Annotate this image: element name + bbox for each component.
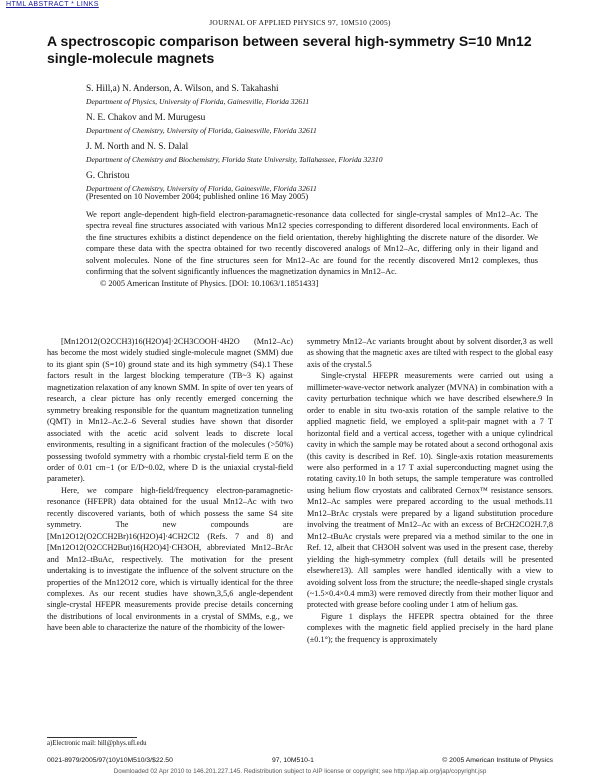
paragraph-comparison: Here, we compare high-field/frequency electron-paramagnetic-resonance (HFEPR) data obtained for the usual Mn12–Ac with two recently discovered variants, both of which possess the same S4 site symmetry. The new compounds are [Mn12O12(O2CCH2Br)16(H2O)4]·4CH2Cl2 (Refs. 7 and 8) and [Mn12O12(O2CCH2But)16(H2O)4]·CH3OH, abbreviated Mn12–BrAc and Mn12–tBuAc, respectively. The motivation for the present undertaking is to investigate the influence of the solvent structure on the properties of the Mn12O12 core, which is virtually identical for the three complexes. As our recent studies have shown,3,5,6 angle-dependent single-crystal HFEPR measurements provide precise details concerning the distributions of local environments in a crystal of SMMs, e.g., we have been able to characterize the nature of the rhombicity of the lower-: [47, 485, 293, 633]
body-column-right: [307, 336, 553, 645]
authors-line-3: J. M. North and N. S. Dalal: [86, 142, 189, 152]
affiliation-3: Department of Chemistry and Biochemistry, Florida State University, Tallahassee, Florida 32310: [86, 155, 383, 164]
footer-copyright: © 2005 American Institute of Physics: [442, 757, 553, 764]
download-notice: Downloaded 02 Apr 2010 to 146.201.227.145. Redistribution subject to AIP license or copyright; see http://jap.aip.org/jap/copyright.jsp: [113, 768, 487, 775]
html-abstract-links[interactable]: HTML ABSTRACT * LINKS: [6, 1, 99, 8]
footer-issn: 0021-8979/2005/97(10)/10M510/3/$22.50: [47, 757, 173, 764]
author-group-4: [86, 171, 556, 194]
author-group-3: [86, 142, 556, 165]
authors-line-4: G. Christou: [86, 171, 130, 181]
abstract: [86, 209, 538, 289]
paragraph-methods: Single-crystal HFEPR measurements were carried out using a millimeter-wave-vector network analyzer (MVNA) in combination with a cavity perturbation technique which we have described elsewhere.9 In order to enable in situ two-axis rotation of the sample relative to the applied magnetic field, we employed a split-pair magnet with a 7 T horizontal field and a vertical access, together with a unique cylindrical cavity in which the sample may be rotated about a second orthogonal axis (this cavity is described in Ref. 10). Single-axis rotation measurements were also performed in a 17 T axial superconducting magnet using the rotating cavity.10 In both setups, the sample temperature was controlled using helium flow cryostats and calibrated Cernox™ resistance sensors. Mn12–Ac samples were prepared according to the usual methods.11 Mn12–BrAc crystals were prepared by a ligand substitution procedure involving the treatment of Mn12–Ac with an excess of BrCH2CO2H.7,8 Mn12–tBuAc crystals were prepared via a method similar to the one in Ref. 12, albeit that CH3OH solvent was used in the present case, thereby yielding the high-symmetry complex (full details will be presented elsewhere13). All samples were handled identically with a view to avoiding solvent loss from the structure; the needle-shaped single crystals (~1.5×0.4×0.4 mm3) were removed directly from their mother liquor and protected with grease before cooling under 1 atm of helium gas.: [307, 371, 553, 610]
authors-line-2: N. E. Chakov and M. Murugesu: [86, 113, 206, 123]
footnote-rule: [47, 737, 137, 738]
authors-line-1: S. Hill,a) N. Anderson, A. Wilson, and S. Takahashi: [86, 84, 279, 94]
footnote-email: a)Electronic mail: hill@phys.ufl.edu: [47, 740, 147, 747]
author-block: [86, 84, 556, 200]
paragraph-continued: symmetry Mn12–Ac variants brought about by solvent disorder,3 as well as showing that the magnetic axes are tilted with respect to the global easy axis of the crystal.5: [307, 337, 553, 369]
paragraph-intro: [Mn12O12(O2CCH3)16(H2O)4]·2CH3COOH·4H2O (Mn12–Ac) has become the most widely studied single-molecule magnet (SMM) due to its giant spin (S=10) ground state and its high symmetry (S4).1 These factors result in the largest blocking temperature (TB~3 K) against magnetization relaxation of any known SMM. In spite of over ten years of research, a clear picture has only recently emerged concerning the symmetry breaking responsible for the quantum magnetization tunneling (QMT) in Mn12–Ac.2–6 Several studies have shown that disorder associated with the acetic acid solvent leads to discrete local environments, resulting in a significant fraction of the molecules (>50%) possessing twofold symmetry with a rhombic crystal-field term E on the order of 0.01 cm−1 (or E/D~0.02, where D is the uniaxial crystal-field parameter).: [47, 337, 293, 484]
footer-page-number: 97, 10M510-1: [272, 757, 314, 764]
article-title: A spectroscopic comparison between several high-symmetry S=10 Mn12 single-molecule magnets: [47, 33, 532, 66]
author-group-2: [86, 113, 556, 136]
abstract-text: We report angle-dependent high-field electron-paramagnetic-resonance data collected for single-crystal samples of Mn12–Ac. The spectra reveal fine structures associated with various Mn12 species corresponding to different disordered local environments. Each of the fine structures exhibits a distinct dependence on the field orientation, thereby highlighting the discrete nature of the disorder. We compare these data with the spectra obtained for two recently discovered analogs of Mn12–Ac, differing only in their ligand and solvent molecules. None of the fine structures seen for Mn12–Ac are found for the recently discovered Mn12 complexes, thus confirming that the solvent significantly influences the magnetization dynamics in Mn12–Ac.: [86, 210, 538, 277]
affiliation-4: Department of Chemistry, University of Florida, Gainesville, Florida 32611: [86, 184, 317, 193]
affiliation-2: Department of Chemistry, University of Florida, Gainesville, Florida 32611: [86, 126, 317, 135]
received-dates: (Presented on 10 November 2004; published online 16 May 2005): [86, 192, 309, 201]
running-head: JOURNAL OF APPLIED PHYSICS 97, 10M510 (2005): [209, 18, 391, 27]
body-column-left: [47, 336, 293, 634]
paragraph-figure1: Figure 1 displays the HFEPR spectra obtained for the three complexes with the magnetic field applied precisely in the hard plane (±0.1°); the frequency is approximately: [307, 611, 553, 644]
copyright-doi: © 2005 American Institute of Physics. [DOI: 10.1063/1.1851433]: [100, 278, 319, 288]
author-group-1: [86, 84, 556, 107]
affiliation-1: Department of Physics, University of Florida, Gainesville, Florida 32611: [86, 97, 310, 106]
